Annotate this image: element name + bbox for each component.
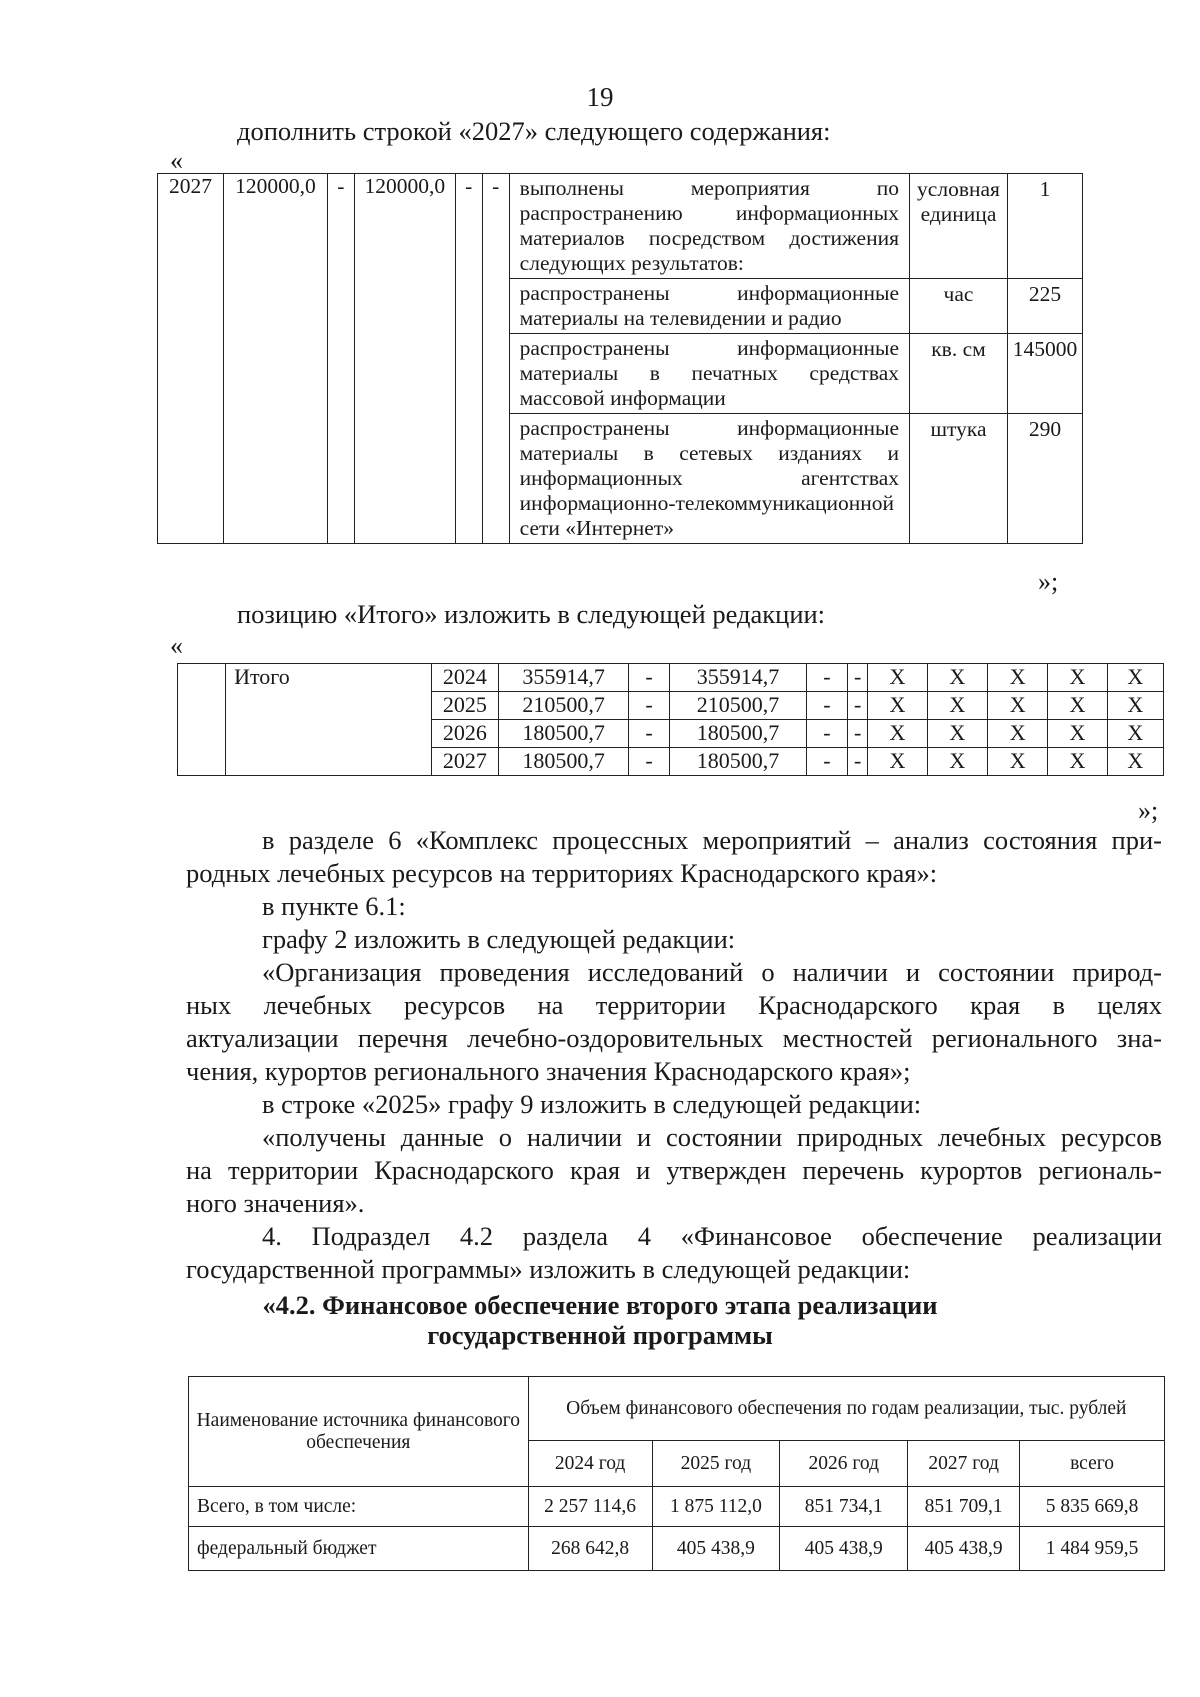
itogo-x: X xyxy=(927,692,987,720)
itogo-x: X xyxy=(1107,664,1163,692)
result-value: 145000 xyxy=(1007,334,1082,414)
row-col6: - xyxy=(482,174,509,544)
close-quote: »; xyxy=(1038,567,1059,596)
quoted-paragraph-line: «Организация проведения исследований о наличии и состоянии природ- xyxy=(262,957,1162,987)
section6-line1: в разделе 6 «Комплекс процессных мероприятий – анализ состояния при- xyxy=(262,825,1162,855)
result-value: 290 xyxy=(1007,414,1082,544)
open-quote: « xyxy=(170,631,183,660)
result-text: распространены информационные материалы в печатных средствах массовой информации xyxy=(509,334,909,414)
finance-cell: 5 835 669,8 xyxy=(1020,1487,1165,1527)
itogo-total: 210500,7 xyxy=(499,692,629,720)
itogo-x: X xyxy=(988,748,1048,776)
quoted-paragraph-line: чения, курортов регионального значения Краснодарского края»; xyxy=(186,1056,911,1086)
quoted-paragraph-line: ных лечебных ресурсов на территории Краснодарского края в целях xyxy=(186,990,1162,1020)
itogo-dash: - xyxy=(806,720,847,748)
itogo-dash: - xyxy=(806,664,847,692)
itogo-dash: - xyxy=(847,692,867,720)
row-col3: - xyxy=(327,174,354,544)
finance-cell: 405 438,9 xyxy=(908,1527,1020,1571)
itogo-x: X xyxy=(988,664,1048,692)
itogo-x: X xyxy=(1048,692,1107,720)
itogo-x: X xyxy=(868,664,927,692)
quoted-paragraph-line: «получены данные о наличии и состоянии природных лечебных ресурсов xyxy=(262,1122,1162,1152)
finance-cell: 405 438,9 xyxy=(780,1527,908,1571)
volume-header: Объем финансового обеспечения по годам реализации, тыс. рублей xyxy=(528,1377,1164,1441)
itogo-year: 2027 xyxy=(431,748,499,776)
itogo-total: 180500,7 xyxy=(499,748,629,776)
year-header: 2026 год xyxy=(780,1441,908,1487)
itogo-x: X xyxy=(1107,748,1163,776)
year-header: 2025 год xyxy=(652,1441,780,1487)
section6-line2: родных лечебных ресурсов на территориях Краснодарского края»: xyxy=(186,858,938,888)
result-unit: кв. см xyxy=(910,334,1008,414)
quoted-paragraph-line: актуализации перечня лечебно-оздоровительных местностей регионального зна- xyxy=(186,1023,1162,1053)
row-2027-table xyxy=(157,173,1083,544)
page-number: 19 xyxy=(586,82,614,112)
itogo-x: X xyxy=(927,720,987,748)
quoted-paragraph-line: на территории Краснодарского края и утвержден перечень курортов региональ- xyxy=(186,1155,1162,1185)
itogo-regional: 180500,7 xyxy=(669,748,806,776)
paragraph-4-line1: 4. Подраздел 4.2 раздела 4 «Финансовое обеспечение реализации xyxy=(262,1221,1162,1251)
itogo-year: 2025 xyxy=(431,692,499,720)
finance-cell: 851 709,1 xyxy=(908,1487,1020,1527)
intro-line: дополнить строкой «2027» следующего содержания: xyxy=(237,116,831,146)
itogo-table xyxy=(177,663,1164,776)
itogo-regional: 180500,7 xyxy=(669,720,806,748)
row-year: 2027 xyxy=(158,174,224,544)
itogo-intro: позицию «Итого» изложить в следующей редакции: xyxy=(237,599,826,629)
itogo-x: X xyxy=(927,748,987,776)
result-unit: условная единица xyxy=(910,174,1008,279)
itogo-empty-cell xyxy=(178,664,226,776)
finance-row-label: федеральный бюджет xyxy=(189,1527,529,1571)
itogo-x: X xyxy=(988,720,1048,748)
result-unit: час xyxy=(910,279,1008,334)
section-heading-line1: «4.2. Финансовое обеспечение второго этапа реализации xyxy=(262,1290,938,1320)
finance-row-label: Всего, в том числе: xyxy=(189,1487,529,1527)
year-header: 2024 год xyxy=(528,1441,652,1487)
finance-table xyxy=(188,1376,1165,1571)
finance-cell: 2 257 114,6 xyxy=(528,1487,652,1527)
section6-line3: в пункте 6.1: xyxy=(262,891,406,921)
result-value: 225 xyxy=(1007,279,1082,334)
itogo-x: X xyxy=(1107,720,1163,748)
itogo-dash: - xyxy=(847,664,867,692)
section6-line4: графу 2 изложить в следующей редакции: xyxy=(262,924,736,954)
total-header: всего xyxy=(1020,1441,1165,1487)
result-text: распространены информационные материалы в сетевых изданиях и информационных агентствах информационно-телекоммуникационной сети «Интернет» xyxy=(509,414,909,544)
finance-cell: 1 875 112,0 xyxy=(652,1487,780,1527)
finance-cell: 268 642,8 xyxy=(528,1527,652,1571)
itogo-x: X xyxy=(988,692,1048,720)
quoted-paragraph-line: ного значения». xyxy=(186,1188,365,1218)
itogo-regional: 355914,7 xyxy=(669,664,806,692)
source-header: Наименование источника финансового обеспечения xyxy=(189,1377,529,1487)
year-header: 2027 год xyxy=(908,1441,1020,1487)
itogo-x: X xyxy=(868,748,927,776)
itogo-total: 180500,7 xyxy=(499,720,629,748)
itogo-dash: - xyxy=(806,692,847,720)
row-col5: - xyxy=(455,174,482,544)
section6-line5: в строке «2025» графу 9 изложить в следующей редакции: xyxy=(262,1089,922,1119)
result-unit: штука xyxy=(910,414,1008,544)
result-text: выполнены мероприятия по распространению информационных материалов посредством достижения следующих результатов: xyxy=(509,174,909,279)
itogo-dash: - xyxy=(629,664,670,692)
itogo-year: 2024 xyxy=(431,664,499,692)
close-quote: »; xyxy=(1138,796,1159,825)
itogo-x: X xyxy=(868,692,927,720)
section-heading-line2: государственной программы xyxy=(427,1320,773,1350)
itogo-x: X xyxy=(868,720,927,748)
itogo-x: X xyxy=(1048,748,1107,776)
itogo-dash: - xyxy=(806,748,847,776)
finance-cell: 851 734,1 xyxy=(780,1487,908,1527)
paragraph-4-line2: государственной программы» изложить в следующей редакции: xyxy=(186,1254,911,1284)
itogo-dash: - xyxy=(629,692,670,720)
open-quote: « xyxy=(170,146,183,175)
itogo-year: 2026 xyxy=(431,720,499,748)
finance-cell: 1 484 959,5 xyxy=(1020,1527,1165,1571)
itogo-x: X xyxy=(1048,720,1107,748)
itogo-dash: - xyxy=(847,748,867,776)
row-regional: 120000,0 xyxy=(354,174,455,544)
result-text: распространены информационные материалы на телевидении и радио xyxy=(509,279,909,334)
itogo-x: X xyxy=(927,664,987,692)
finance-cell: 405 438,9 xyxy=(652,1527,780,1571)
itogo-regional: 210500,7 xyxy=(669,692,806,720)
itogo-total: 355914,7 xyxy=(499,664,629,692)
itogo-dash: - xyxy=(629,720,670,748)
row-total: 120000,0 xyxy=(223,174,327,544)
itogo-dash: - xyxy=(847,720,867,748)
result-value: 1 xyxy=(1007,174,1082,279)
itogo-dash: - xyxy=(629,748,670,776)
itogo-x: X xyxy=(1048,664,1107,692)
itogo-x: X xyxy=(1107,692,1163,720)
itogo-label: Итого xyxy=(226,664,432,776)
